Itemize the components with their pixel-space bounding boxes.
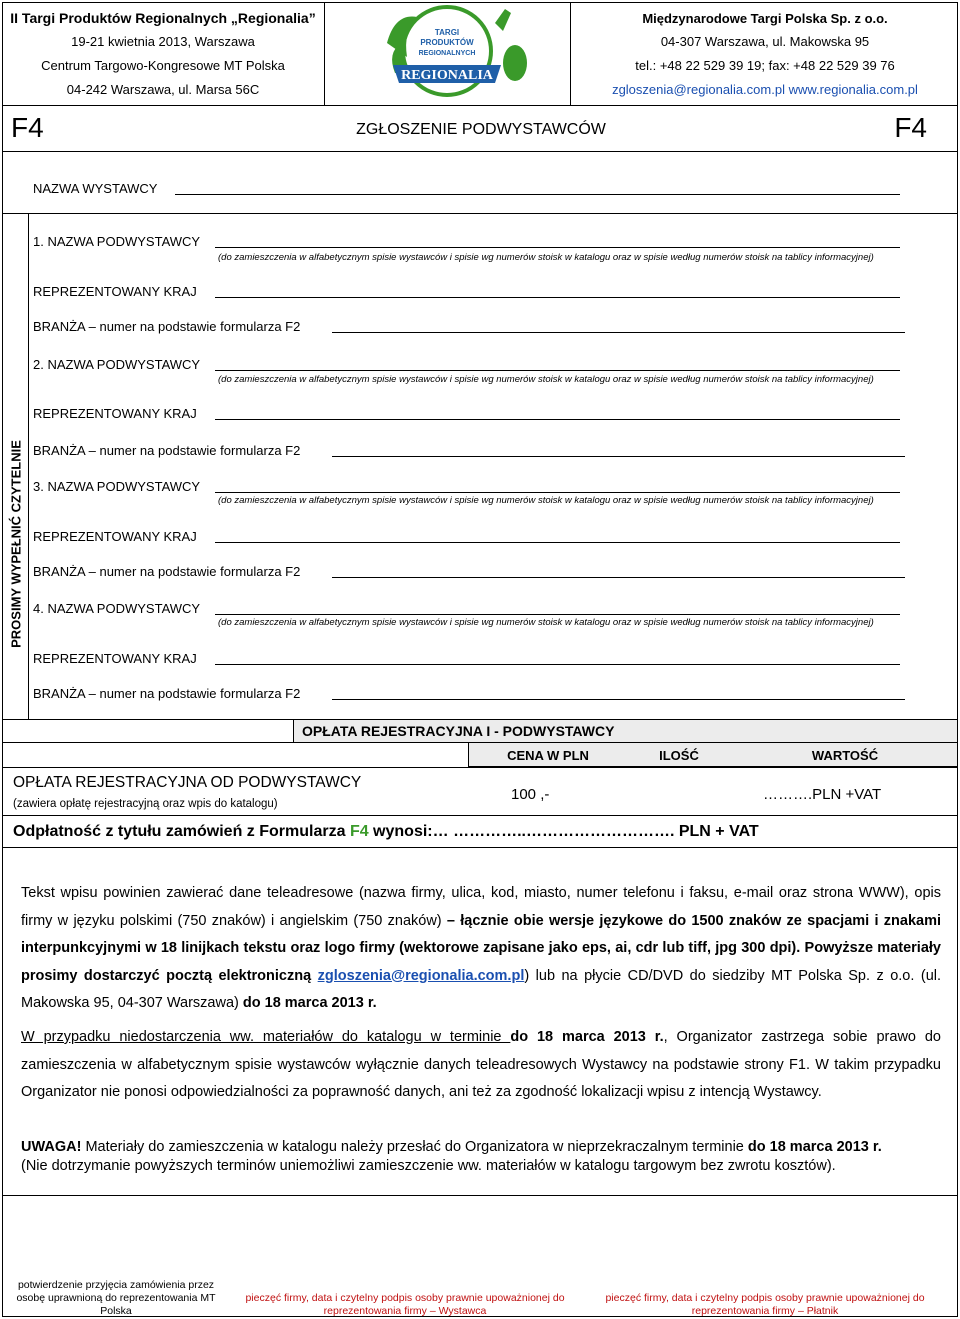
organizer-email-link[interactable]: zgloszenia@regionalia.com.pl: [612, 82, 785, 97]
info-warning: UWAGA! Materiały do zamieszczenia w katalogu należy przesłać do Organizatora w nieprzekraczalnym terminie do 18 marca 2013 r. (Nie dotrzymanie powyższych terminów uniemożliwi zamieszczenie ww. materiałów w katalogu targowym bez zwrotu kosztów).: [21, 1139, 882, 1174]
email-link[interactable]: zgloszenia@regionalia.com.pl: [317, 967, 525, 984]
subexhibitor-4-branch-label: BRANŻA – numer na podstawie formularza F2: [33, 686, 301, 701]
subexhibitor-3-name-field[interactable]: [215, 492, 900, 493]
fair-venue: Centrum Targowo-Kongresowe MT Polska: [41, 58, 285, 73]
subexhibitor-1-country-label: REPREZENTOWANY KRAJ: [33, 284, 197, 299]
subexhibitors-section: [2, 214, 958, 720]
col-value: WARTOŚĆ: [811, 748, 879, 763]
subexhibitor-2-country-label: REPREZENTOWANY KRAJ: [33, 406, 197, 421]
info-paragraph-2: W przypadku niedostarczenia ww. materiałów do katalogu w terminie do 18 marca 2013 r., Organizator zastrzega sobie prawo do zamieszczenia w alfabetycznym spisie wystawców wyłącznie danych teleadresowych Wystawcy na podstawie strony F1. W takim przypadku Organizator nie ponosi odpowiedzialności za poprawność danych, ani też za zgodność lokalizacji wpisu z intencją Wystawcy.: [21, 1029, 941, 1100]
catalog-note: (do zamieszczenia w alfabetycznym spisie wystawców i spisie wg numerów stoisk w katalogu oraz w spisie według numerów stoisk na tablicy informacyjnej): [218, 495, 874, 506]
subexhibitor-3-country-field[interactable]: [215, 542, 900, 543]
fill-legibly-label: PROSIMY WYPEŁNIĆ CZYTELNIE: [8, 440, 24, 648]
fee-row-subtext: (zawiera opłatę rejestracyjną oraz wpis do katalogu): [13, 798, 278, 810]
subexhibitor-4-country-label: REPREZENTOWANY KRAJ: [33, 651, 197, 666]
fee-table: [2, 720, 958, 848]
subexhibitor-3-branch-label: BRANŻA – numer na podstawie formularza F2: [33, 564, 301, 579]
header-left: [3, 3, 325, 105]
info-paragraph-1: Tekst wpisu powinien zawierać dane teleadresowe (nazwa firmy, ulica, kod, miasto, numer telefonu i faksu, e-mail oraz strona WWW), opis firmy w języku polskimi (750 znaków) i angielskim (750 znaków) – łącznie obie wersje językowe do 1500 znaków ze spacjami i znakami interpunkcyjnymi w 18 linijkach tekstu oraz logo firmy (wektorowe zapisane jako eps, ai, cdr lub tiff, jpg 300 dpi). Powyższe materiały prosimy dostarczyć pocztą elektroniczną zgloszenia@regionalia.com.pl) lub na płycie CD/DVD do siedziby MT Polska Sp. z o.o. (ul. Makowska 95, 04-307 Warszawa) do 18 marca 2013 r.: [21, 885, 942, 1011]
fill-legibly-sidebar: [3, 214, 29, 719]
col-quantity: ILOŚĆ: [659, 748, 699, 763]
organizer-website-link[interactable]: www.regionalia.com.pl: [788, 82, 918, 97]
svg-text:PRODUKTÓW: PRODUKTÓW: [420, 38, 474, 47]
header-logo: [325, 3, 571, 105]
subexhibitor-1-branch-field[interactable]: [332, 332, 905, 333]
subexhibitor-4-name-label: 4. NAZWA PODWYSTAWCY: [33, 601, 201, 616]
svg-text:REGIONALNYCH: REGIONALNYCH: [418, 50, 476, 57]
form-title: ZGŁOSZENIE PODWYSTAWCÓW: [356, 121, 606, 138]
subexhibitor-1-name-label: 1. NAZWA PODWYSTAWCY: [33, 234, 201, 249]
subexhibitor-1-country-field[interactable]: [215, 297, 900, 298]
total-line: Odpłatność z tytułu zamówień z Formularza F4 wynosi:… …………..………………………. PLN + VAT: [13, 823, 759, 840]
fair-title: II Targi Produktów Regionalnych „Regionalia”: [10, 10, 316, 26]
signature-exhibitor: pieczęć firmy, data i czytelny podpis osoby prawnie upoważnionej do reprezentowania firmy – Wystawca: [245, 1292, 565, 1317]
header-right: [571, 3, 959, 105]
fee-title: OPŁATA REJESTRACYJNA I - PODWYSTAWCY: [293, 720, 957, 742]
form-title-bar: [2, 106, 958, 152]
subexhibitor-4-branch-field[interactable]: [332, 699, 905, 700]
bottle-icon: [495, 9, 511, 31]
form-code-left: F4: [11, 112, 44, 143]
exhibitor-section: [2, 152, 958, 214]
regionalia-logo: [325, 3, 569, 103]
subexhibitor-4-name-field[interactable]: [215, 614, 900, 615]
signature-mt-polska: potwierdzenie przyjęcia zamówienia przez osobę uprawnioną do reprezentowania MT Polska: [16, 1279, 216, 1317]
subexhibitor-3-country-label: REPREZENTOWANY KRAJ: [33, 529, 197, 544]
organizer-name: Międzynarodowe Targi Polska Sp. z o.o.: [642, 11, 888, 26]
subexhibitor-3-branch-field[interactable]: [332, 577, 905, 578]
exhibitor-name-field[interactable]: [175, 194, 900, 195]
fair-address: 04-242 Warszawa, ul. Marsa 56C: [66, 82, 260, 97]
subexhibitor-2-branch-field[interactable]: [332, 456, 905, 457]
signature-payer: pieczęć firmy, data i czytelny podpis osoby prawnie upoważnionej do reprezentowania firmy – Płatnik: [605, 1292, 925, 1317]
subexhibitor-1-branch-label: BRANŻA – numer na podstawie formularza F2: [33, 319, 301, 334]
total-form-code: F4: [349, 823, 369, 840]
subexhibitor-2-name-field[interactable]: [215, 370, 900, 371]
exhibitor-name-label: NAZWA WYSTAWCY: [33, 181, 158, 196]
catalog-note: (do zamieszczenia w alfabetycznym spisie wystawców i spisie wg numerów stoisk w katalogu oraz w spisie według numerów stoisk na tablicy informacyjnej): [218, 617, 874, 628]
subexhibitor-2-name-label: 2. NAZWA PODWYSTAWCY: [33, 357, 201, 372]
header: [2, 2, 958, 106]
subexhibitor-3-name-label: 3. NAZWA PODWYSTAWCY: [33, 479, 201, 494]
organizer-phone: tel.: +48 22 529 39 19; fax: +48 22 529 39 76: [635, 58, 895, 73]
subexhibitor-1-name-field[interactable]: [215, 247, 900, 248]
subexhibitor-2-branch-label: BRANŻA – numer na podstawie formularza F2: [33, 443, 301, 458]
organizer-address: 04-307 Warszawa, ul. Makowska 95: [660, 34, 870, 49]
fee-price: 100 ,-: [511, 786, 550, 803]
catalog-info: [2, 848, 958, 1196]
catalog-note: (do zamieszczenia w alfabetycznym spisie wystawców i spisie wg numerów stoisk w katalogu oraz w spisie według numerów stoisk na tablicy informacyjnej): [218, 252, 874, 263]
subexhibitor-4-country-field[interactable]: [215, 664, 900, 665]
svg-text:TARGI: TARGI: [434, 28, 460, 37]
svg-text:REGIONALIA: REGIONALIA: [401, 68, 493, 83]
col-price: CENA W PLN: [507, 748, 589, 763]
form-code-right: F4: [894, 112, 927, 143]
subexhibitor-2-country-field[interactable]: [215, 419, 900, 420]
fee-value[interactable]: ……….PLN +VAT: [763, 786, 882, 803]
fee-row-label: OPŁATA REJESTRACYJNA OD PODWYSTAWCY: [13, 774, 362, 791]
catalog-note: (do zamieszczenia w alfabetycznym spisie wystawców i spisie wg numerów stoisk w katalogu oraz w spisie według numerów stoisk na tablicy informacyjnej): [218, 374, 874, 385]
fair-dates: 19-21 kwietnia 2013, Warszawa: [71, 34, 255, 49]
